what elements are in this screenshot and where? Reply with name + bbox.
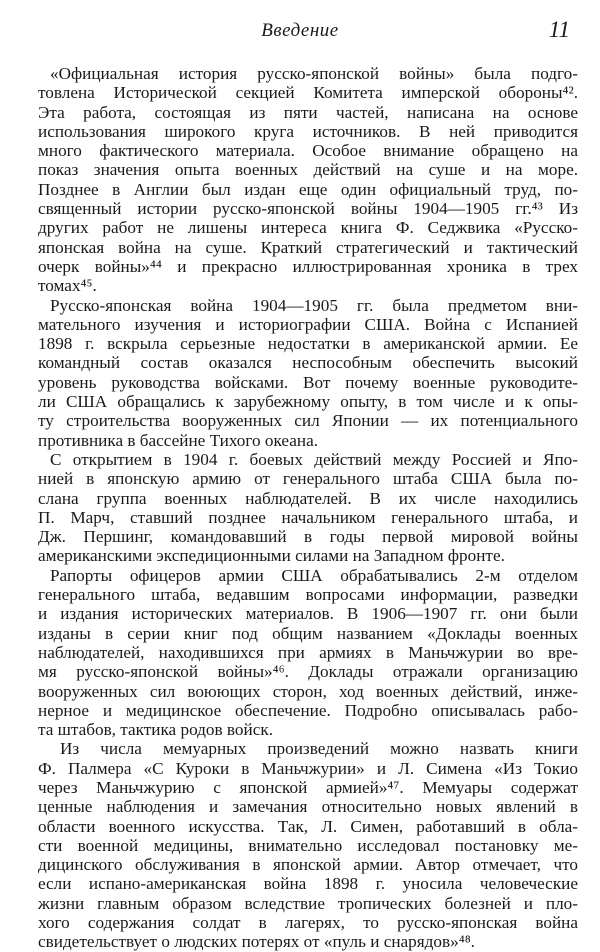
text-line: Позднее в Англии был издан еще один официальный труд, по- xyxy=(38,179,578,199)
text-line: наблюдателей, находившихся при армиях в Маньчжурии во вре- xyxy=(38,642,578,662)
page-number: 11 xyxy=(548,17,570,42)
text-line: других работ не лишены интереса книга Ф. Седжвика «Русско- xyxy=(38,218,578,238)
paragraph xyxy=(38,450,578,566)
text-line: Дж. Першинг, командовавший в годы первой мировой войны xyxy=(38,527,578,547)
text-line: использования широкого круга источников. В ней приводится xyxy=(38,121,578,141)
text-line: если испано-американская война 1898 г. уносила человеческие xyxy=(38,874,578,894)
text-line: дицинского обслуживания в японской армии. Автор отмечает, что xyxy=(38,855,578,875)
text-line: хого содержания солдат в лагерях, то русско-японская война xyxy=(38,913,578,933)
text-line: ценные наблюдения и замечания относительно новых явлений в xyxy=(38,797,578,817)
text-line: Русско-японская война 1904—1905 гг. была предметом вни- xyxy=(50,295,578,315)
text-line: нией в японскую армию от генерального штаба США была по- xyxy=(38,469,578,489)
text-line: через Маньчжурию с японской армией»⁴⁷. Мемуары содержат xyxy=(38,777,578,797)
text-line: Рапорты офицеров армии США обрабатывались 2-м отделом xyxy=(50,565,578,585)
text-line: показ значения опыта военных действий на суше и на море. xyxy=(38,160,578,180)
text-line: противника в бассейне Тихого океана. xyxy=(38,430,319,450)
text-line: «Официальная история русско-японской войны» была подго- xyxy=(50,64,578,83)
text-line: П. Марч, ставший позднее начальником генерального штаба, и xyxy=(38,507,578,527)
paragraph xyxy=(38,739,578,951)
text-line: ли США обращались к зарубежному опыту, в том числе и к опы- xyxy=(38,392,578,412)
text-line: области военного искусства. Так, Л. Симен, работавший в обла- xyxy=(38,816,578,836)
text-line: мя русско-японской войны»⁴⁶. Доклады отражали организацию xyxy=(38,662,578,682)
body-text xyxy=(38,64,578,952)
text-line: американскими экспедиционными силами на Западном фронте. xyxy=(38,546,505,566)
paragraph xyxy=(38,296,578,450)
text-line: командный состав оказался неспособным обеспечить высокий xyxy=(38,353,578,373)
text-line: японская война на суше. Краткий стратегический и тактический xyxy=(38,237,578,257)
paragraph xyxy=(38,64,578,296)
text-line: очерк войны»⁴⁴ и прекрасно иллюстрированная хроника в трех xyxy=(38,256,578,276)
running-header xyxy=(0,16,600,46)
text-line: та штабов, тактика родов войск. xyxy=(38,720,273,740)
running-title: Введение xyxy=(261,20,339,41)
text-line: Ф. Палмера «С Куроки в Маньчжурии» и Л. Симена «Из Токио xyxy=(38,758,578,778)
text-line: Из числа мемуарных произведений можно назвать книги xyxy=(60,739,578,759)
text-line: изданы в серии книг под общим названием «Доклады военных xyxy=(38,623,578,643)
text-line: ту строительства вооруженных сил Японии — их потенциального xyxy=(38,411,578,431)
text-line: сти военной медицины, внимательно исследовал постановку ме- xyxy=(38,835,578,855)
paragraph xyxy=(38,566,578,740)
text-line: священный истории русско-японской войны 1904—1905 гг.⁴³ Из xyxy=(38,199,578,219)
text-line: томах⁴⁵. xyxy=(38,276,97,296)
text-line: Эта работа, состоящая из пяти частей, написана на основе xyxy=(38,102,578,122)
text-line: генерального штаба, ведавшим вопросами информации, разведки xyxy=(38,585,578,605)
text-line: вооруженных сил воюющих сторон, ход военных действий, инже- xyxy=(38,681,578,701)
text-line: жизни главным образом вследствие тропических болезней и пло- xyxy=(38,893,578,913)
text-line: 1898 г. вскрыла серьезные недостатки в американской армии. Ее xyxy=(38,334,578,354)
text-line: слана группа военных наблюдателей. В их числе находились xyxy=(38,488,578,508)
text-line: товлена Исторической секцией Комитета имперской обороны⁴². xyxy=(38,83,578,103)
text-line: С открытием в 1904 г. боевых действий между Россией и Япо- xyxy=(50,449,578,469)
text-line: и издания исторических материалов. В 1906—1907 гг. они были xyxy=(38,604,578,624)
text-line: мательного изучения и историографии США. Война с Испанией xyxy=(38,314,578,334)
text-line: нерное и медицинское обеспечение. Подробно описывалась рабо- xyxy=(38,700,578,720)
text-line: много фактического материала. Особое внимание обращено на xyxy=(38,141,578,161)
text-line: свидетельствует о людских потерях от «пуль и снарядов»⁴⁸. xyxy=(38,932,475,952)
text-line: уровень руководства войсками. Вот почему военные руководите- xyxy=(38,372,578,392)
